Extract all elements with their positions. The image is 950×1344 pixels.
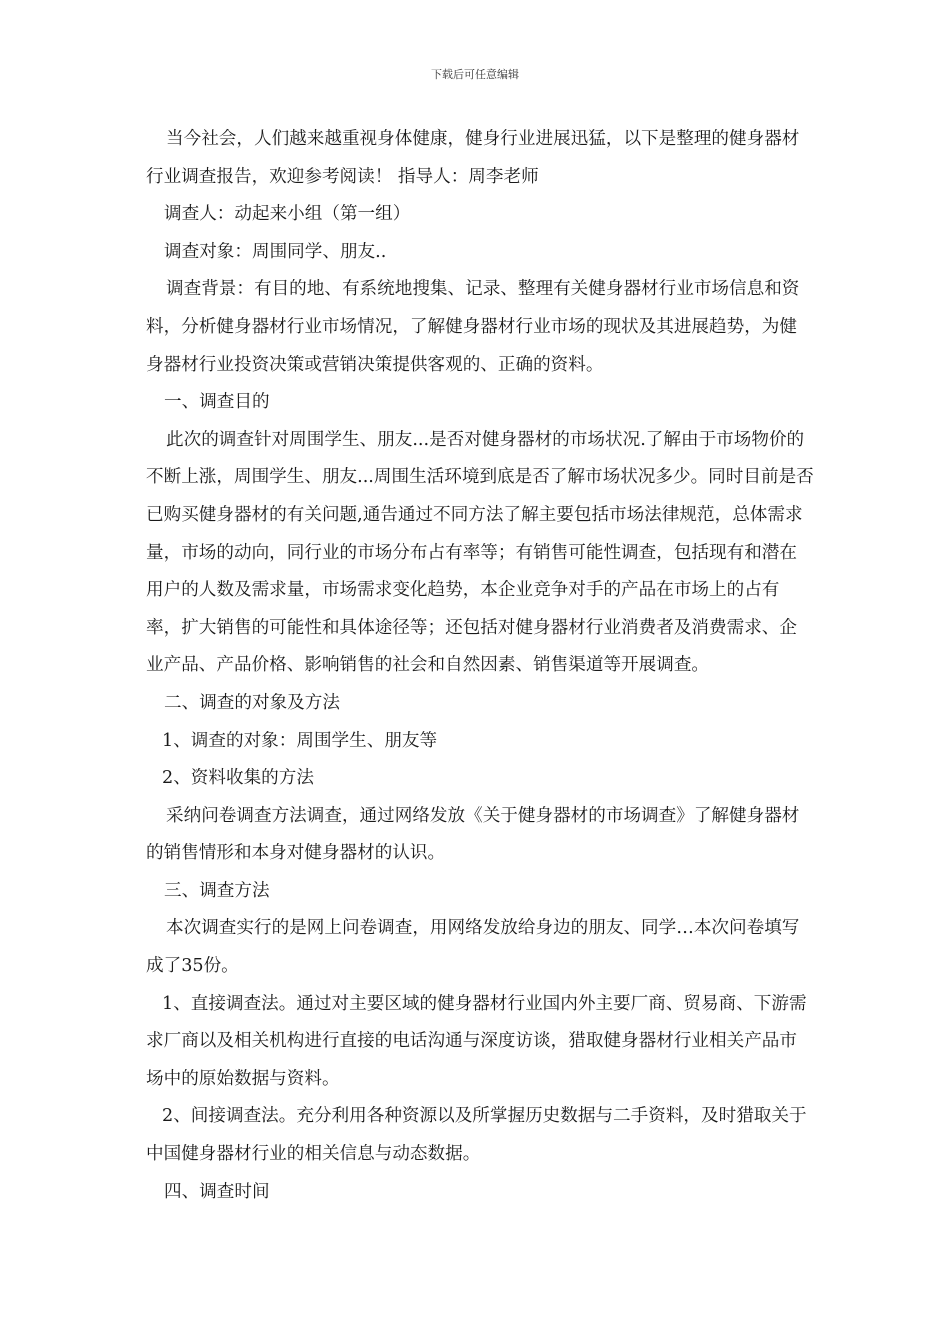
list-item: 2、资料收集的方法 <box>162 768 314 789</box>
section-heading: 二、调查的对象及方法 <box>164 692 340 713</box>
list-item: 1、直接调查法。通过对主要区域的健身器材行业国内外主要厂商、贸易商、下游需求厂商以及相关机构进行直接的电话沟通与深度访谈，猎取健身器材行业相关产品市场中的原始数据与资料。 <box>146 993 807 1089</box>
intro-paragraph: 当今社会，人们越来越重视身体健康，健身行业进展迅猛，以下是整理的健身器材行业调查报告，欢迎参考阅读！ 指导人：周李老师 <box>146 129 800 187</box>
section-heading: 四、调查时间 <box>164 1181 270 1202</box>
document-body <box>146 121 814 1211</box>
list-item: 1、调查的对象：周围学生、朋友等 <box>162 730 438 751</box>
section-paragraph: 本次调查实行的是网上问卷调查，用网络发放给身边的朋友、同学…本次问卷填写成了35份。 <box>146 918 800 977</box>
page-header: 下载后可任意编辑 <box>431 68 519 81</box>
section-heading: 一、调查目的 <box>164 392 270 413</box>
list-item: 2、间接调查法。充分利用各种资源以及所掌握历史数据与二手资料，及时猎取关于中国健身器材行业的相关信息与动态数据。 <box>146 1106 807 1165</box>
section-paragraph: 采纳问卷调查方法调查，通过网络发放《关于健身器材的市场调查》了解健身器材的销售情形和本身对健身器材的认识。 <box>146 805 800 864</box>
section-paragraph: 此次的调查针对周围学生、朋友...是否对健身器材的市场状况.了解由于市场物价的不断上涨，周围学生、朋友...周围生活环境到底是否了解市场状况多少。同时目前是否已购买健身器材的有关问题,通告通过不同方法了解主要包括市场法律规范，总体需求量，市场的动向，同行业的市场分布占有率等；有销售可能性调查，包括现有和潜在用户的人数及需求量，市场需求变化趋势，本企业竞争对手的产品在市场上的占有率，扩大销售的可能性和具体途径等；还包括对健身器材行业消费者及消费需求、企业产品、产品价格、影响销售的社会和自然因素、销售渠道等开展调查。 <box>146 429 814 676</box>
investigator-line: 调查人：动起来小组（第一组） <box>164 204 411 225</box>
background-paragraph: 调查背景：有目的地、有系统地搜集、记录、整理有关健身器材行业市场信息和资料，分析健身器材行业市场情况，了解健身器材行业市场的现状及其进展趋势，为健身器材行业投资决策或营销决策提供客观的、正确的资料。 <box>146 279 800 375</box>
section-heading: 三、调查方法 <box>164 880 270 901</box>
target-line: 调查对象：周围同学、朋友.. <box>164 241 387 262</box>
